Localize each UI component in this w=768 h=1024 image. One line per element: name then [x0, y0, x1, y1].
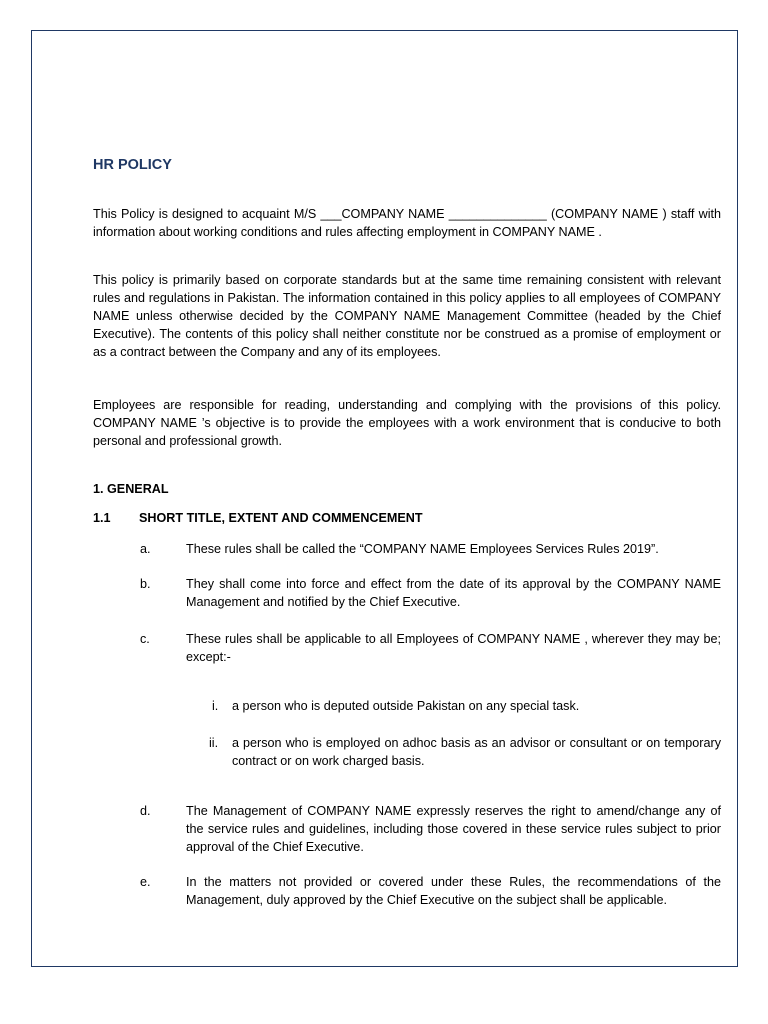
list-item-label: a.: [140, 542, 151, 556]
section-heading: 1. GENERAL: [93, 482, 169, 496]
sub-item-text: a person who is deputed outside Pakistan on any special task.: [232, 699, 580, 713]
list-item-label: e.: [140, 875, 151, 889]
paragraph-responsibility: Employees are responsible for reading, understanding and complying with the provisions of this policy. COMPANY NAME ’s objective is to provide the employees with a work environment that is conducive to both personal and professional growth.: [93, 398, 721, 448]
paragraph-intro: This Policy is designed to acquaint M/S ___COMPANY NAME ______________ (COMPANY NAME ) staff with information about working conditions and rules affecting employment in COMPANY NAME .: [93, 207, 721, 239]
subsection-title: SHORT TITLE, EXTENT AND COMMENCEMENT: [139, 511, 423, 525]
list-item-text: In the matters not provided or covered under these Rules, the recommendations of the Management, duly approved by the Chief Executive on the subject shall be applicable.: [186, 875, 721, 907]
list-item-text: These rules shall be called the “COMPANY NAME Employees Services Rules 2019”.: [186, 542, 659, 556]
paragraph-scope: This policy is primarily based on corporate standards but at the same time remaining consistent with relevant rules and regulations in Pakistan. The information contained in this policy applies to all employees of COMPANY NAME unless otherwise decided by the COMPANY NAME Management Committee (headed by the Chief Executive). The contents of this policy shall neither constitute nor be construed as a promise of employment or as a contract between the Company and any of its employees.: [93, 273, 721, 359]
list-item-text: These rules shall be applicable to all Employees of COMPANY NAME , wherever they may be; except:-: [186, 632, 721, 664]
sub-item-label: i.: [212, 699, 219, 713]
list-item-label: c.: [140, 632, 150, 646]
list-item-text: The Management of COMPANY NAME expressly reserves the right to amend/change any of the service rules and guidelines, including those covered in these service rules subject to prior approval of the Chief Executive.: [186, 804, 721, 854]
list-item-label: b.: [140, 577, 151, 591]
document-title: HR POLICY: [93, 157, 172, 173]
sub-item-label: ii.: [209, 736, 219, 750]
list-item-label: d.: [140, 804, 151, 818]
list-item-text: They shall come into force and effect from the date of its approval by the COMPANY NAME Management and notified by the Chief Executive.: [186, 577, 721, 609]
sub-item-text: a person who is employed on adhoc basis as an advisor or consultant or on temporary contract or on work charged basis.: [232, 736, 721, 768]
subsection-number: 1.1: [93, 511, 111, 525]
